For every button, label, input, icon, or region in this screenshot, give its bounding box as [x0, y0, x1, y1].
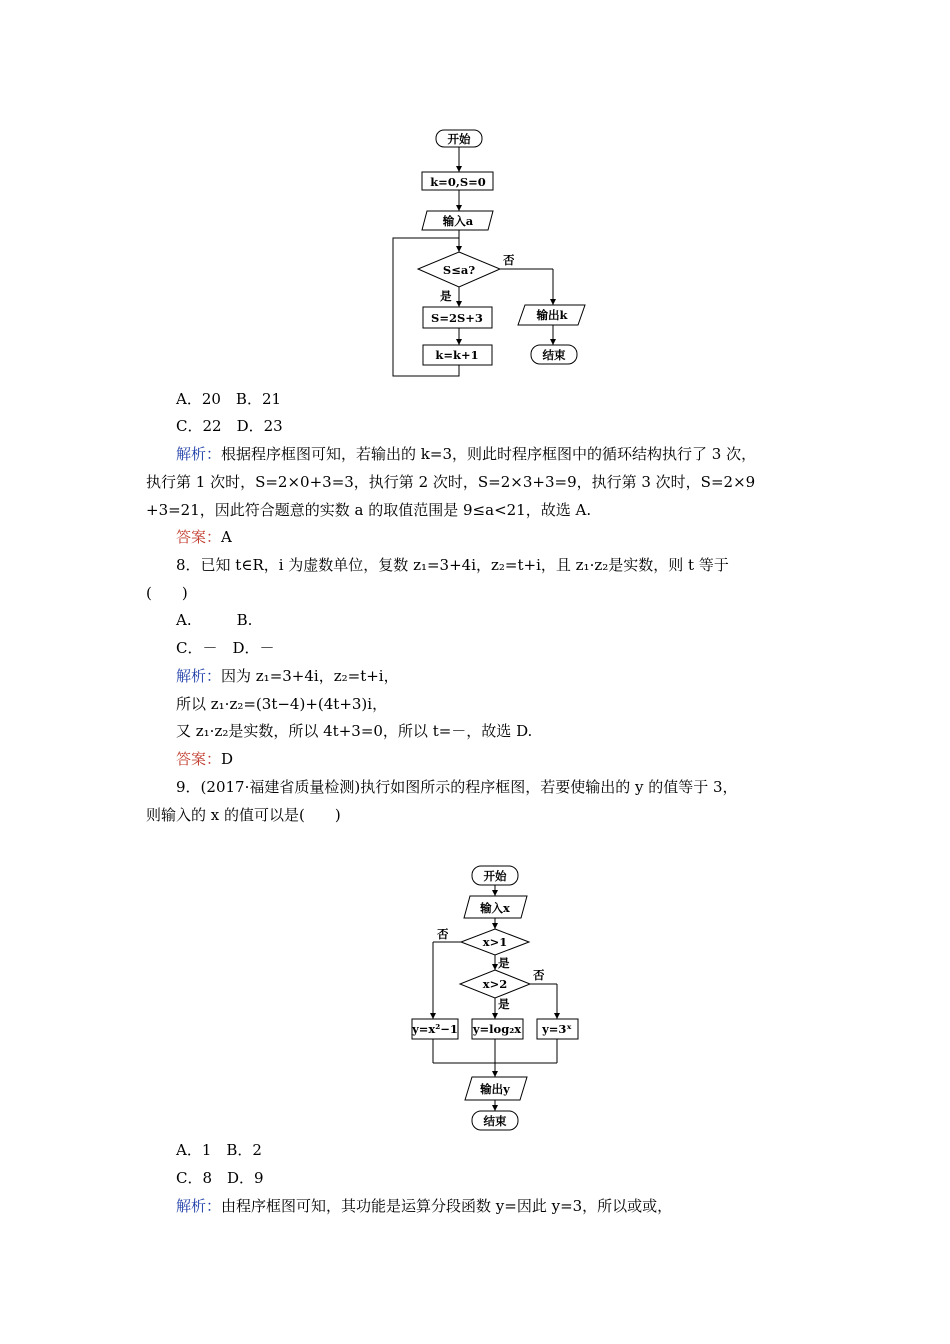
q7-options-cd: C．22 D．23	[176, 417, 283, 435]
fc2-cond2-label: x>2	[482, 977, 508, 991]
fc2-box-right-label: y=3ˣ	[542, 1022, 572, 1036]
q9-options-ab: A．1 B．2	[176, 1141, 262, 1159]
q8-analysis-line3: 又 z₁·z₂是实数，所以 4t+3=0，所以 t=－，故选 D.	[176, 722, 533, 740]
fc2-end-label: 结束	[483, 1114, 507, 1128]
answer-label: 答案：	[176, 528, 222, 546]
q7-analysis-line3: +3=21，因此符合题意的实数 a 的取值范围是 9≤a<21，故选 A.	[146, 501, 592, 519]
fc1-yes-label: 是	[440, 289, 452, 303]
answer-label: 答案：	[176, 750, 222, 768]
fc1-end-label: 结束	[542, 348, 566, 362]
fc1-assign-k-label: k=k+1	[435, 348, 479, 362]
fc2-output-label: 输出y	[480, 1082, 510, 1096]
fc2-input-label: 输入x	[480, 901, 510, 915]
analysis-text: 由程序框图可知，其功能是运算分段函数 y=因此 y=3，所以或或，	[221, 1197, 673, 1215]
fc1-assign-s-label: S=2S+3	[431, 311, 483, 325]
fc1-init-label: k=0,S=0	[430, 175, 486, 189]
fc1-output-label: 输出k	[536, 308, 568, 322]
fc2-yes1-label: 是	[498, 956, 510, 970]
q9-stem-line1: 9．(2017·福建省质量检测)执行如图所示的程序框图，若要使输出的 y 的值等于 3，	[176, 778, 738, 796]
analysis-text: 根据程序框图可知，若输出的 k=3，则此时程序框图中的循环结构执行了 3 次，	[221, 445, 757, 463]
fc2-yes2-label: 是	[498, 997, 510, 1011]
q8-stem-line2: ( )	[146, 584, 188, 602]
q7-options-ab: A．20 B．21	[176, 390, 282, 408]
analysis-label: 解析：	[176, 445, 222, 463]
fc2-box-mid-label: y=log₂x	[472, 1022, 522, 1036]
fc1-condition-label: S≤a?	[442, 263, 476, 277]
fc2-no1-label: 否	[437, 927, 449, 941]
q9-analysis-line1	[176, 1196, 672, 1216]
q7-analysis-line2: 执行第 1 次时，S=2×0+3=3，执行第 2 次时，S=2×3+3=9，执行第 3 次时，S=2×9	[146, 473, 756, 491]
answer-value: D	[221, 750, 234, 768]
fc1-start-label: 开始	[447, 132, 471, 146]
analysis-label: 解析：	[176, 1197, 222, 1215]
q8-stem-line1: 8．已知 t∈R，i 为虚数单位，复数 z₁=3+4i，z₂=t+i，且 z₁·z₂是实数，则 t 等于	[176, 556, 729, 574]
analysis-label: 解析：	[176, 667, 222, 685]
fc2-start-label: 开始	[483, 869, 507, 883]
fc2-box-left-label: y=x²−1	[412, 1022, 458, 1036]
q9-stem-line2: 则输入的 x 的值可以是( )	[146, 806, 341, 824]
q8-options-ab: A. B.	[176, 611, 253, 629]
fc1-no-label: 否	[503, 253, 515, 267]
fc1-input-label: 输入a	[442, 214, 474, 228]
q8-options-cd: C．－ D．－	[176, 639, 275, 657]
fc2-no2-label: 否	[533, 968, 545, 982]
fc2-cond1-label: x>1	[482, 935, 508, 949]
analysis-text: 因为 z₁=3+4i，z₂=t+i，	[221, 667, 399, 685]
answer-value: A	[221, 528, 232, 546]
q8-analysis-line2: 所以 z₁·z₂=(3t−4)+(4t+3)i，	[176, 695, 388, 713]
q9-options-cd: C．8 D．9	[176, 1169, 264, 1187]
